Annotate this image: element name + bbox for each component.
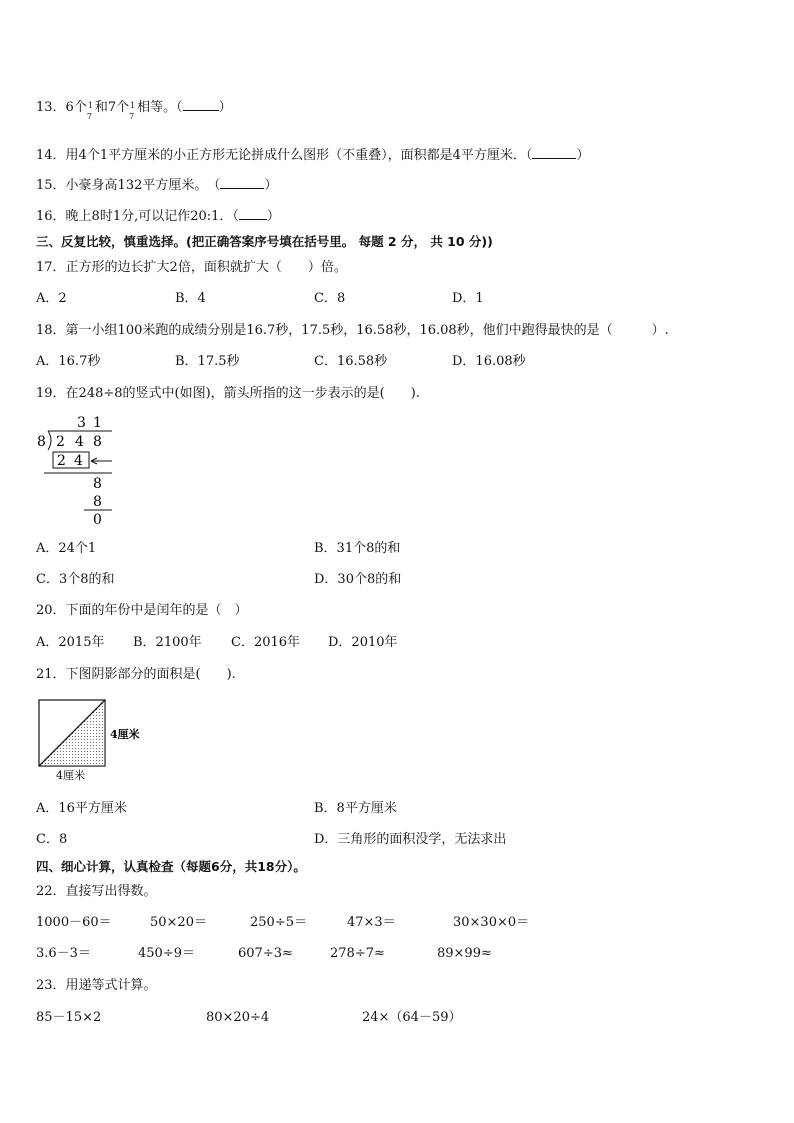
option-a[interactable]: A．16平方厘米 (36, 801, 127, 816)
option-b[interactable]: B．4 (175, 291, 206, 306)
option-d[interactable]: D．2010年 (328, 635, 398, 650)
option-c[interactable]: C．8 (314, 291, 346, 306)
question-21: 21．下图阴影部分的面积是( ). (36, 667, 236, 682)
step3-digit: 8 (93, 494, 102, 510)
question-20: 20．下面的年份中是闰年的是（ ） (36, 603, 248, 618)
side-length-label: 4厘米 (110, 728, 140, 741)
q13-mid: 和7个 (94, 100, 130, 115)
option-b[interactable]: B．8平方厘米 (314, 801, 397, 816)
quotient-digit-2: 1 (93, 415, 102, 431)
calc-item: 450÷9＝ (138, 946, 195, 961)
fraction-1: 1 7 (86, 100, 93, 121)
answer-blank[interactable] (239, 207, 267, 220)
q13-pre: 13．6个 (36, 100, 87, 115)
option-d[interactable]: D．30个8的和 (314, 572, 402, 587)
q13-post: 相等。（ (137, 100, 183, 115)
section-3-heading: 三、反复比较，慎重选择。(把正确答案序号填在括号里。 每题 2 分， 共 10 分)) (36, 234, 493, 249)
calc-item: 3.6－3＝ (36, 946, 91, 961)
question-23: 23．用递等式计算。 (36, 978, 157, 993)
fraction-2: 1 7 (129, 100, 136, 121)
remainder-digit: 0 (93, 512, 102, 528)
calc-item: 89×99≈ (437, 946, 492, 961)
calc-item: 50×20＝ (150, 915, 207, 930)
option-a[interactable]: A．24个1 (36, 541, 97, 556)
dividend-digit-2: 4 (75, 434, 84, 450)
answer-blank[interactable] (220, 176, 264, 189)
q15-text: 15．小豪身高132平方厘米。 （ (36, 178, 221, 193)
option-a[interactable]: A．16.7秒 (36, 354, 101, 369)
option-d[interactable]: D．16.08秒 (452, 354, 526, 369)
step1-digit-1: 2 (57, 453, 66, 469)
option-c[interactable]: C．2016年 (231, 635, 301, 650)
option-c[interactable]: C．3个8的和 (36, 572, 115, 587)
option-b[interactable]: B．17.5秒 (175, 354, 240, 369)
option-d[interactable]: D．三角形的面积没学，无法求出 (314, 832, 507, 847)
calc-item: 278÷7≈ (330, 946, 385, 961)
dividend-digit-1: 2 (56, 434, 65, 450)
step1-digit-2: 4 (74, 453, 83, 469)
section-4-heading: 四、细心计算，认真检查（每题6分，共18分）。 (36, 859, 306, 874)
calc-item: 24×（64－59） (362, 1010, 462, 1025)
calc-item: 607÷3≈ (238, 946, 293, 961)
q14-text: 14．用4个1平方厘米的小正方形无论拼成什么图形（不重叠），面积都是4平方厘米．（ (36, 148, 533, 163)
dividend-digit-3: 8 (93, 434, 102, 450)
option-a[interactable]: A．2 (36, 291, 67, 306)
calc-item: 80×20÷4 (206, 1010, 270, 1025)
division-bracket (48, 431, 51, 450)
option-b[interactable]: B．2100年 (133, 635, 202, 650)
question-13: 13．6个 1 7 和7个 1 7 相等。（ ） (36, 100, 232, 121)
calc-item: 250÷5＝ (250, 915, 307, 930)
option-d[interactable]: D．1 (452, 291, 484, 306)
q16-text: 16．晚上8时1分,可以记作20:1．（ (36, 209, 239, 224)
bottom-length-label: 4厘米 (56, 769, 85, 782)
question-22: 22．直接写出得数。 (36, 884, 157, 899)
option-c[interactable]: C．8 (36, 832, 68, 847)
question-14: 14．用4个1平方厘米的小正方形无论拼成什么图形（不重叠），面积都是4平方厘米．（ ） (36, 148, 590, 163)
answer-blank[interactable] (183, 98, 219, 111)
long-division-figure (34, 410, 124, 530)
question-17: 17．正方形的边长扩大2倍，面积就扩大（ ）倍。 (36, 260, 347, 275)
option-b[interactable]: B．31个8的和 (314, 541, 401, 556)
quotient-digit-1: 3 (77, 415, 86, 431)
option-c[interactable]: C．16.58秒 (314, 354, 388, 369)
question-19: 19．在248÷8的竖式中(如图)，箭头所指的这一步表示的是( ). (36, 386, 420, 401)
question-18: 18．第一小组100米跑的成绩分别是16.7秒，17.5秒，16.58秒，16.08秒，他们中跑得最快的是（ ）. (36, 323, 669, 338)
question-16: 16．晚上8时1分,可以记作20:1．（ ） (36, 209, 280, 224)
calc-item: 30×30×0＝ (453, 915, 530, 930)
option-a[interactable]: A．2015年 (36, 635, 105, 650)
calc-item: 1000－60＝ (36, 915, 112, 930)
question-15: 15．小豪身高132平方厘米。 （ ） (36, 178, 278, 193)
step2-digit: 8 (93, 476, 102, 492)
shaded-square-figure (36, 697, 156, 787)
divisor: 8 (37, 434, 46, 450)
answer-blank[interactable] (532, 146, 576, 159)
calc-item: 47×3＝ (347, 915, 396, 930)
calc-item: 85－15×2 (36, 1010, 102, 1025)
